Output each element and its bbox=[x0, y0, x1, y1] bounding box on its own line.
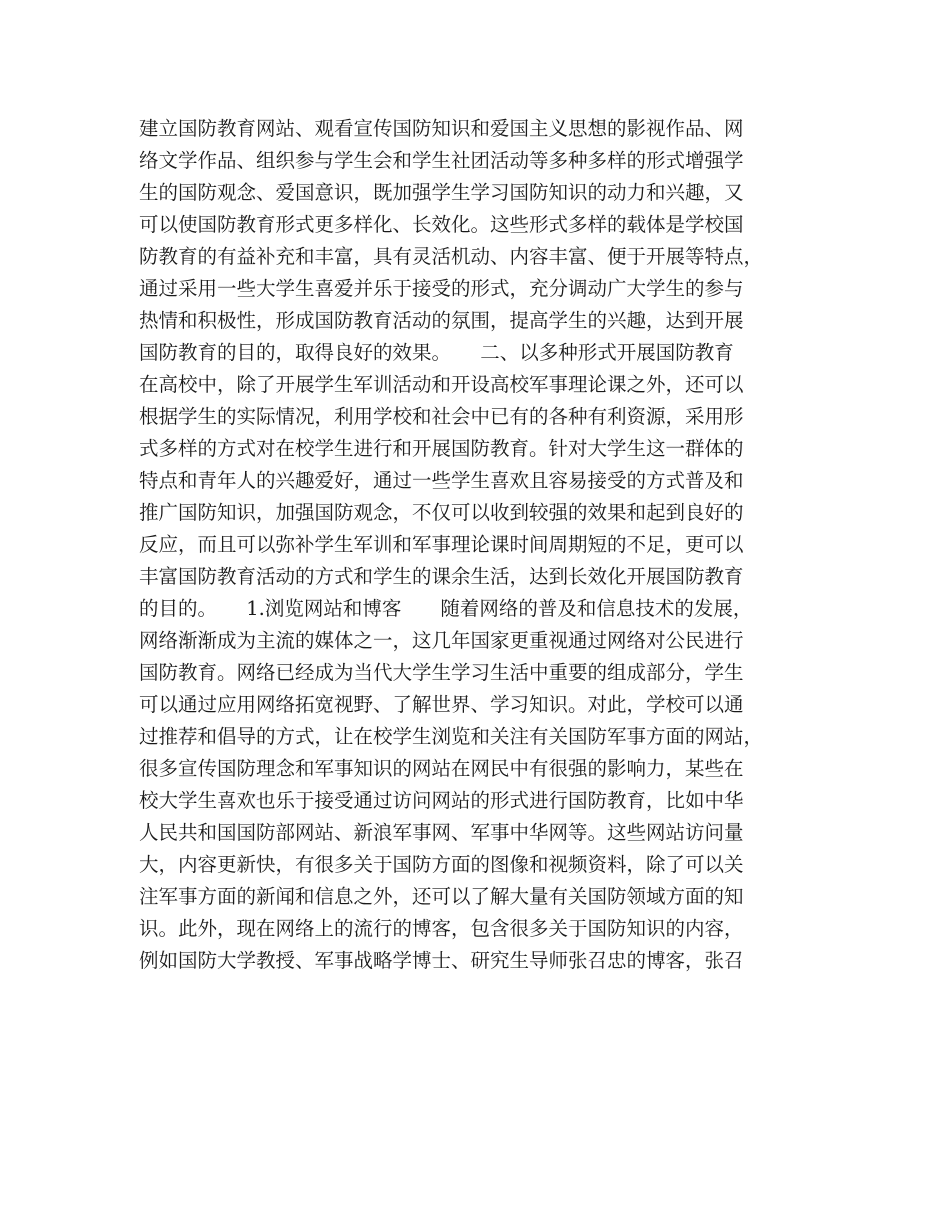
text-line: 防教育的有益补充和丰富，具有灵活机动、内容丰富、便于开展等特点， bbox=[139, 245, 764, 268]
text-line: 例如国防大学教授、军事战略学博士、研究生导师张召忠的博客，张召 bbox=[139, 949, 744, 972]
text-line: 生的国防观念、爱国意识，既加强学生学习国防知识的动力和兴趣，又 bbox=[139, 181, 744, 204]
text-line: 国防教育的目的，取得良好的效果。 二、以多种形式开展国防教育 bbox=[139, 341, 734, 364]
text-line: 建立国防教育网站、观看宣传国防知识和爱国主义思想的影视作品、网 bbox=[139, 117, 744, 140]
text-line: 根据学生的实际情况，利用学校和社会中已有的各种有利资源，采用形 bbox=[139, 405, 744, 428]
text-line: 的目的。 1.浏览网站和博客 随着网络的普及和信息技术的发展， bbox=[139, 597, 753, 620]
text-line: 推广国防知识，加强国防观念，不仅可以收到较强的效果和起到良好的 bbox=[139, 501, 744, 524]
text-line: 络文学作品、组织参与学生会和学生社团活动等多种多样的形式增强学 bbox=[139, 149, 744, 172]
text-line: 反应，而且可以弥补学生军训和军事理论课时间周期短的不足，更可以 bbox=[139, 533, 744, 556]
text-line: 识。此外，现在网络上的流行的博客，包含很多关于国防知识的内容， bbox=[139, 917, 744, 940]
text-line: 大，内容更新快，有很多关于国防方面的图像和视频资料，除了可以关 bbox=[139, 853, 744, 876]
text-line: 热情和积极性，形成国防教育活动的氛围，提高学生的兴趣，达到开展 bbox=[139, 309, 744, 332]
text-line: 可以通过应用网络拓宽视野、了解世界、学习知识。对此，学校可以通 bbox=[139, 693, 744, 716]
text-line: 式多样的方式对在校学生进行和开展国防教育。针对大学生这一群体的 bbox=[139, 437, 744, 460]
text-line: 注军事方面的新闻和信息之外，还可以了解大量有关国防领域方面的知 bbox=[139, 885, 744, 908]
text-line: 丰富国防教育活动的方式和学生的课余生活，达到长效化开展国防教育 bbox=[139, 565, 744, 588]
text-line: 网络渐渐成为主流的媒体之一，这几年国家更重视通过网络对公民进行 bbox=[139, 629, 744, 652]
text-line: 通过采用一些大学生喜爱并乐于接受的形式，充分调动广大学生的参与 bbox=[139, 277, 744, 300]
text-line: 特点和青年人的兴趣爱好，通过一些学生喜欢且容易接受的方式普及和 bbox=[139, 469, 744, 492]
text-line: 国防教育。网络已经成为当代大学生学习生活中重要的组成部分，学生 bbox=[139, 661, 744, 684]
text-line: 在高校中，除了开展学生军训活动和开设高校军事理论课之外，还可以 bbox=[139, 373, 744, 396]
text-line: 很多宣传国防理念和军事知识的网站在网民中有很强的影响力，某些在 bbox=[139, 757, 744, 780]
text-line: 校大学生喜欢也乐于接受通过访问网站的形式进行国防教育，比如中华 bbox=[139, 789, 744, 812]
text-line: 过推荐和倡导的方式，让在校学生浏览和关注有关国防军事方面的网站， bbox=[139, 725, 764, 748]
text-line: 人民共和国国防部网站、新浪军事网、军事中华网等。这些网站访问量 bbox=[139, 821, 744, 844]
body-text bbox=[139, 113, 839, 977]
text-line: 可以使国防教育形式更多样化、长效化。这些形式多样的载体是学校国 bbox=[139, 213, 744, 236]
